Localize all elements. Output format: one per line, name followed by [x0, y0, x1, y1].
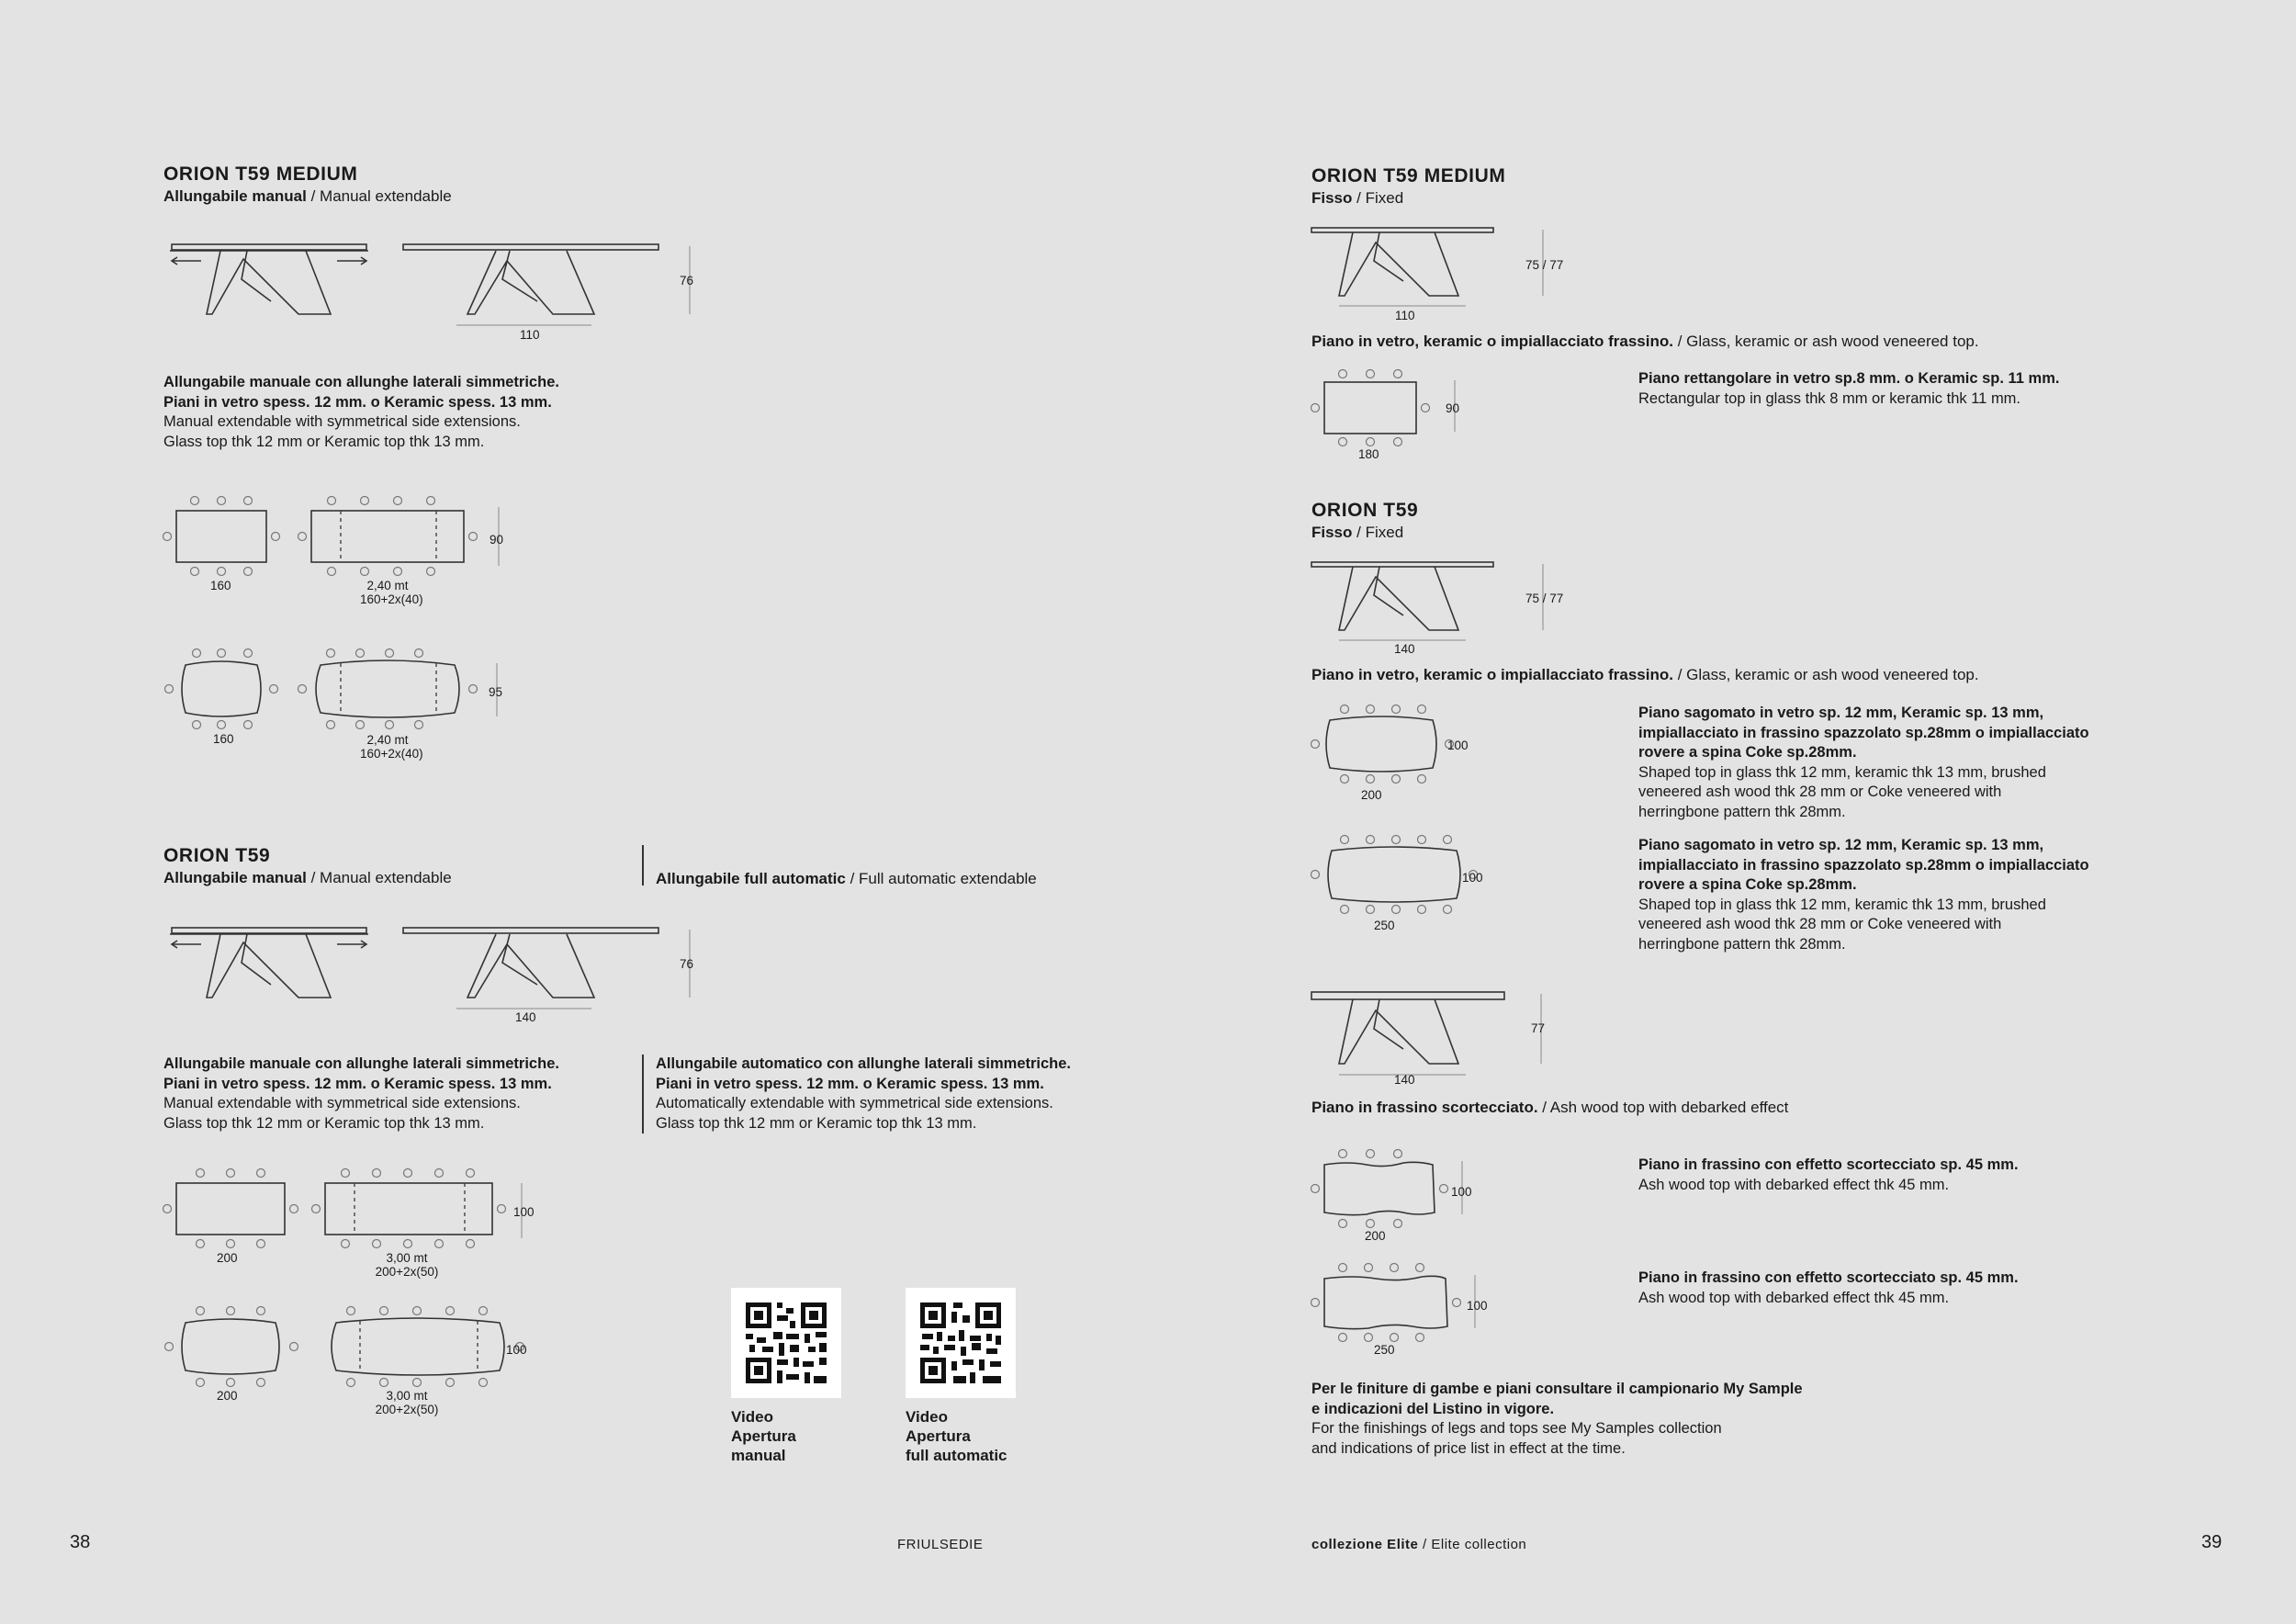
plan-description: Piano rettangolare in vetro sp.8 mm. o Keramic sp. 11 mm. Rectangular top in glass thk 8 mm or keramic thk 11 mm. — [1638, 370, 2060, 407]
plan-shaped-closed-medium — [163, 647, 283, 739]
plan-length-closed: 160 — [210, 579, 231, 592]
shaped-description-2: Piano sagomato in vetro sp. 12 mm, Keramic sp. 13 mm, impiallacciato in frassino spazzolato sp.28mm o impiallacciato rovere a spina Coke sp.28mm. Shaped top in glass thk 12 mm, keramic thk 13 mm, brushed veneered ash wood thk 28 mm or Coke veneered with herringbone pattern thk 28mm. — [1638, 837, 2089, 953]
plan-width: 100 — [506, 1343, 527, 1357]
medium-extendable-description: Allungabile manuale con allunghe laterali simmetriche. Piani in vetro spess. 12 mm. o Keramic spess. 13 mm. Manual extendable with symmetrical side extensions. Glass top thk 12 mm or Keramic top thk 13 mm. — [163, 374, 559, 450]
section-title: ORION T59 — [1311, 500, 1419, 521]
section-title: ORION T59 — [163, 845, 271, 866]
column-divider — [642, 1054, 644, 1133]
plan-width: 100 — [1451, 1185, 1472, 1199]
section-title: ORION T59 MEDIUM — [1311, 165, 1506, 186]
side-height: 75 / 77 — [1525, 258, 1564, 272]
qr-caption-automatic: Video Apertura full automatic — [906, 1408, 1007, 1464]
plan-length-open: 3,00 mt 200+2x(50) — [375, 1251, 439, 1279]
plan-length: 200 — [1361, 788, 1382, 802]
medium-fixed-header — [1311, 165, 1505, 208]
side-length: 140 — [1394, 642, 1415, 656]
plan-width: 100 — [1462, 871, 1483, 885]
plan-length: 180 — [1358, 447, 1379, 461]
side-view-open-extendable-t59 — [401, 924, 695, 1025]
side-length: 140 — [515, 1010, 536, 1024]
plan-shaped-open-t59 — [321, 1304, 533, 1396]
side-length: 110 — [520, 328, 540, 342]
qr-caption-manual: Video Apertura manual — [731, 1408, 796, 1464]
top-material-line: Piano in frassino scortecciato. / Ash wood top with debarked effect — [1311, 1099, 1789, 1116]
plan-shaped-closed-t59 — [163, 1304, 301, 1396]
medium-extendable-header — [163, 164, 452, 206]
footer-brand: FRIULSEDIE — [897, 1537, 984, 1552]
plan-width: 90 — [1446, 401, 1460, 415]
page-number-left: 38 — [70, 1532, 91, 1552]
side-height: 75 / 77 — [1525, 592, 1564, 605]
plan-length-closed: 200 — [217, 1251, 238, 1265]
side-view-closed-extendable-medium — [170, 241, 372, 323]
plan-length: 250 — [1374, 919, 1395, 932]
side-view-open-extendable-medium — [401, 241, 695, 342]
section-subtitle: Fisso / Fixed — [1311, 524, 1404, 541]
debarked-description-1: Piano in frassino con effetto scortecciato sp. 45 mm. Ash wood top with debarked effect thk 45 mm. — [1638, 1156, 2019, 1193]
plan-length: 200 — [1365, 1229, 1386, 1243]
qr-code-automatic-icon[interactable] — [906, 1288, 1016, 1398]
debarked-description-2: Piano in frassino con effetto scortecciato sp. 45 mm. Ash wood top with debarked effect thk 45 mm. — [1638, 1269, 2019, 1306]
section-subtitle: Allungabile manual / Manual extendable — [163, 187, 452, 205]
plan-width: 100 — [1447, 739, 1469, 752]
section-subtitle: Fisso / Fixed — [1311, 189, 1404, 207]
plan-width: 100 — [513, 1205, 535, 1219]
plan-rect-open-t59 — [312, 1167, 533, 1258]
top-material-line: Piano in vetro, keramic o impiallacciato frassino. / Glass, keramic or ash wood veneered top. — [1311, 333, 1979, 350]
section-title: ORION T59 MEDIUM — [163, 164, 358, 185]
side-height: 76 — [680, 957, 694, 971]
plan-length-open: 2,40 mt 160+2x(40) — [360, 579, 423, 606]
finishes-note: Per le finiture di gambe e piani consultare il campionario My Sample e indicazioni del Listino in vigore. For the finishings of legs and tops see My Samples collection and indications of price list in effect at the time. — [1311, 1381, 1803, 1457]
plan-width: 90 — [490, 533, 504, 547]
column-divider — [642, 845, 644, 885]
plan-rect-closed-medium — [163, 494, 283, 586]
plan-rect-closed-t59 — [163, 1167, 301, 1258]
plan-rect-open-medium — [298, 494, 519, 586]
plan-length-open: 2,40 mt 160+2x(40) — [360, 733, 423, 761]
plan-length-closed: 200 — [217, 1389, 238, 1403]
t59-auto-description: Allungabile automatico con allunghe laterali simmetriche. Piani in vetro spess. 12 mm. o Keramic spess. 13 mm. Automatically extendable with symmetrical side extensions. Glass top thk 12 mm or Keramic top thk 13 mm. — [656, 1055, 1072, 1132]
plan-shaped-open-medium — [298, 647, 519, 739]
shaped-description-1: Piano sagomato in vetro sp. 12 mm, Keramic sp. 13 mm, impiallacciato in frassino spazzolato sp.28mm o impiallacciato rovere a spina Coke sp.28mm. Shaped top in glass thk 12 mm, keramic thk 13 mm, brushed veneered ash wood thk 28 mm or Coke veneered with herringbone pattern thk 28mm. — [1638, 705, 2089, 820]
side-length: 110 — [1395, 309, 1415, 322]
side-height: 76 — [680, 274, 694, 288]
side-length: 140 — [1394, 1073, 1415, 1087]
side-height: 77 — [1531, 1021, 1546, 1035]
plan-length-closed: 160 — [213, 732, 234, 746]
section-subtitle: Allungabile manual / Manual extendable — [163, 869, 452, 886]
auto-subtitle: Allungabile full automatic / Full automatic extendable — [656, 870, 1037, 887]
t59-fixed-header — [1311, 500, 1418, 542]
plan-width: 95 — [489, 685, 503, 699]
plan-length-open: 3,00 mt 200+2x(50) — [375, 1389, 439, 1416]
t59-extendable-header — [163, 845, 452, 887]
top-material-line: Piano in vetro, keramic o impiallacciato frassino. / Glass, keramic or ash wood veneered top. — [1311, 666, 1979, 683]
footer-collection: collezione Elite / Elite collection — [1311, 1537, 1527, 1552]
plan-width: 100 — [1467, 1299, 1488, 1313]
t59-manual-description: Allungabile manuale con allunghe laterali simmetriche. Piani in vetro spess. 12 mm. o Keramic spess. 13 mm. Manual extendable with symmetrical side extensions. Glass top thk 12 mm or Keramic top thk 13 mm. — [163, 1055, 559, 1132]
plan-length: 250 — [1374, 1343, 1395, 1357]
qr-code-manual-icon[interactable] — [731, 1288, 841, 1398]
page-number-right: 39 — [2201, 1532, 2223, 1552]
plan-shaped-fixed-200 — [1311, 704, 1458, 795]
side-view-debarked — [1311, 988, 1550, 1080]
plan-rect-fixed-medium — [1311, 369, 1458, 452]
side-view-closed-extendable-t59 — [170, 924, 372, 1007]
